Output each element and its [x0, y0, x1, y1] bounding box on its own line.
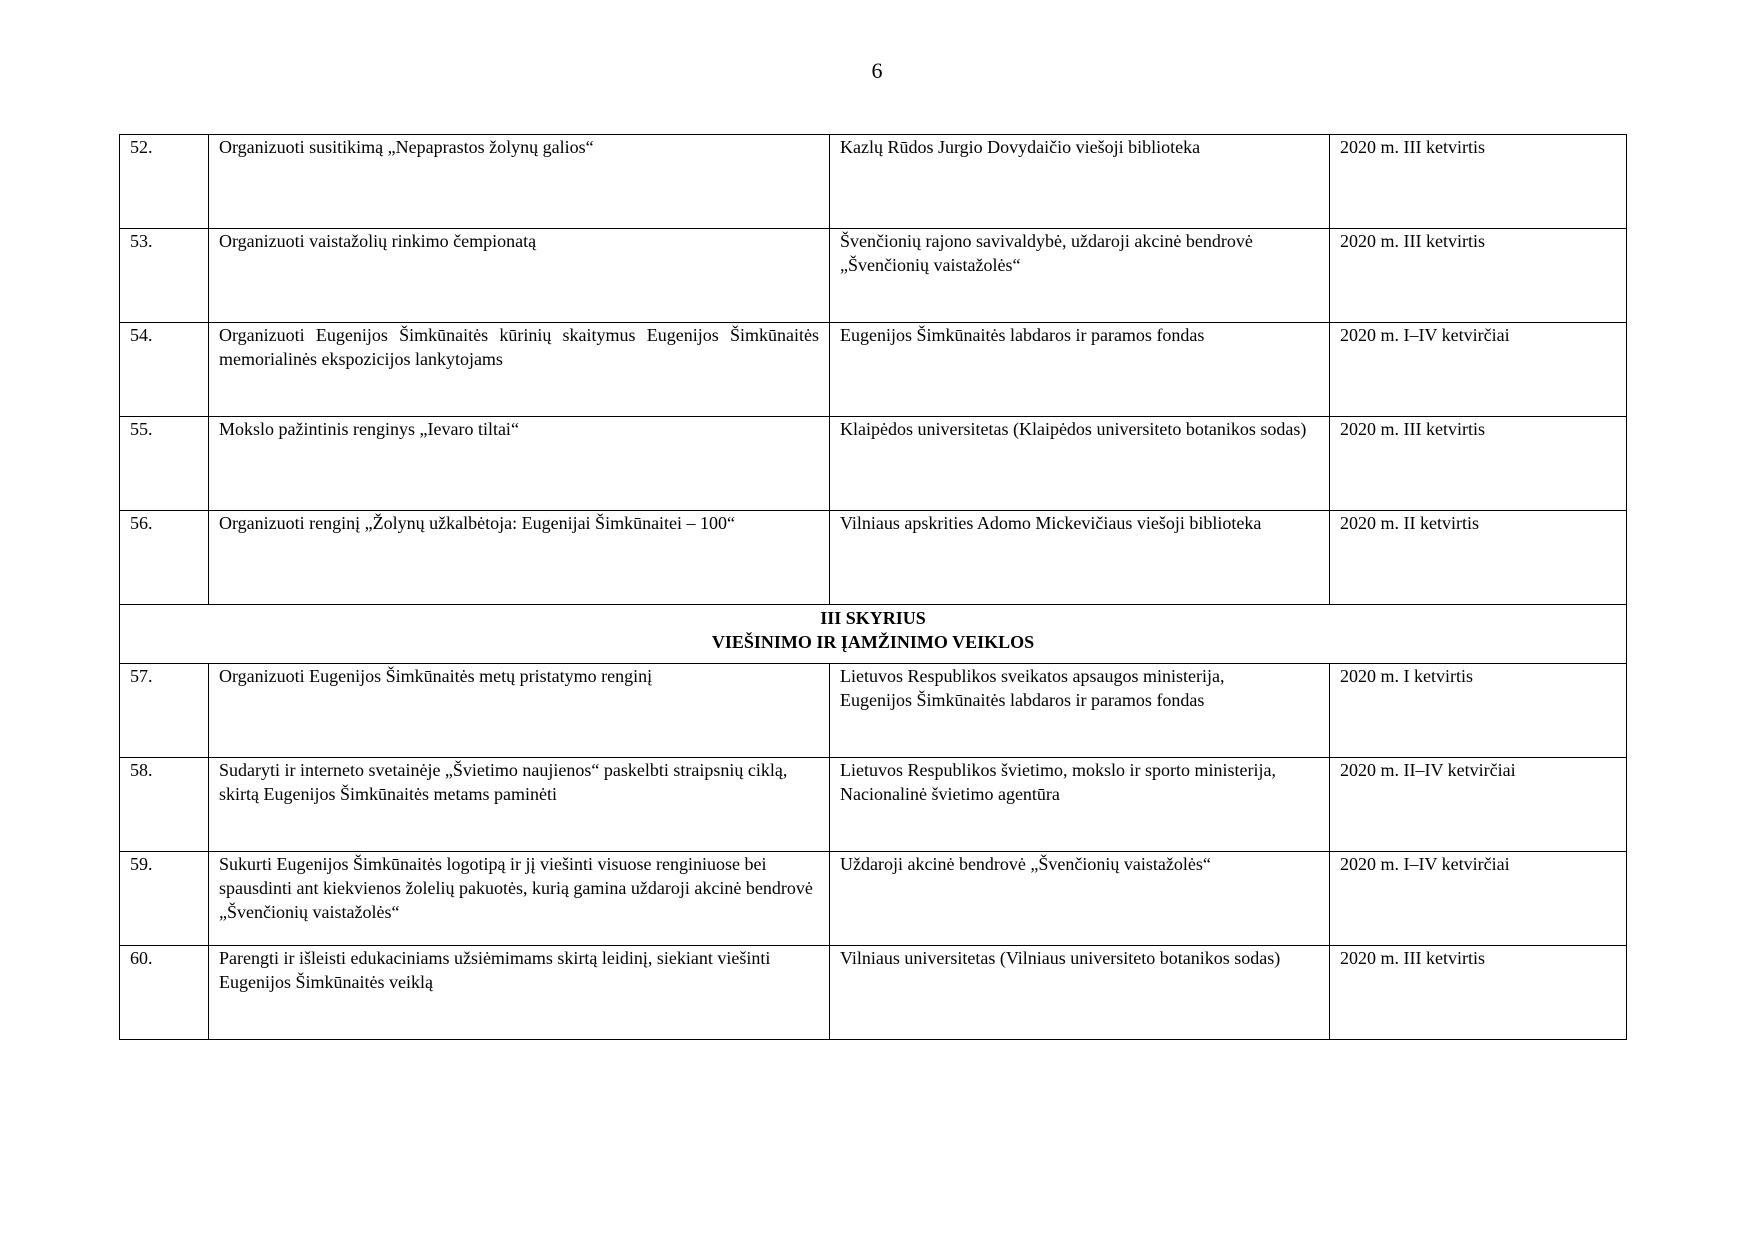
row-number: 53. [120, 229, 209, 323]
section-title: VIEŠINIMO IR ĮAMŽINIMO VEIKLOS [711, 632, 1035, 652]
executor-cell: Kazlų Rūdos Jurgio Dovydaičio viešoji biblioteka [830, 135, 1330, 229]
term-cell: 2020 m. II–IV ketvirčiai [1330, 758, 1627, 852]
action-plan-table [119, 134, 1627, 1040]
table-row [120, 511, 1627, 605]
executor-cell [830, 758, 1330, 852]
section-chapter: III SKYRIUS [820, 608, 926, 628]
table-row [120, 229, 1627, 323]
executor-line: Lietuvos Respublikos švietimo, mokslo ir sporto ministerija, [840, 760, 1276, 780]
row-number: 56. [120, 511, 209, 605]
term-cell: 2020 m. I–IV ketvirčiai [1330, 323, 1627, 417]
term-cell: 2020 m. I–IV ketvirčiai [1330, 852, 1627, 946]
row-number: 52. [120, 135, 209, 229]
table-row [120, 758, 1627, 852]
executor-cell: Švenčionių rajono savivaldybė, uždaroji akcinė bendrovė „Švenčionių vaistažolės“ [830, 229, 1330, 323]
section-header-row [120, 605, 1627, 664]
executor-cell: Eugenijos Šimkūnaitės labdaros ir paramos fondas [830, 323, 1330, 417]
executor-line: Lietuvos Respublikos sveikatos apsaugos ministerija, [840, 666, 1225, 686]
row-number: 59. [120, 852, 209, 946]
activity-cell: Sukurti Eugenijos Šimkūnaitės logotipą ir jį viešinti visuose renginiuose bei spausdinti ant kiekvienos žolelių pakuotės, kurią gamina uždaroji akcinė bendrovė „Švenčionių vaistažolės“ [209, 852, 830, 946]
executor-line: Uždaroji akcinė bendrovė „Švenčionių vaistažolės“ [840, 854, 1211, 874]
row-number: 55. [120, 417, 209, 511]
executor-line: Nacionalinė švietimo agentūra [840, 784, 1060, 804]
activity-cell: Mokslo pažintinis renginys „Ievaro tiltai“ [209, 417, 830, 511]
section-header-cell [120, 605, 1627, 664]
term-cell: 2020 m. I ketvirtis [1330, 664, 1627, 758]
activity-cell: Sudaryti ir interneto svetainėje „Švietimo naujienos“ paskelbti straipsnių ciklą, skirtą Eugenijos Šimkūnaitės metams paminėti [209, 758, 830, 852]
executor-cell [830, 664, 1330, 758]
activity-cell: Organizuoti Eugenijos Šimkūnaitės kūrinių skaitymus Eugenijos Šimkūnaitės memorialinės ekspozicijos lankytojams [209, 323, 830, 417]
row-number: 60. [120, 946, 209, 1040]
table-row [120, 664, 1627, 758]
row-number: 58. [120, 758, 209, 852]
term-cell: 2020 m. III ketvirtis [1330, 229, 1627, 323]
term-cell: 2020 m. III ketvirtis [1330, 135, 1627, 229]
activity-cell: Organizuoti susitikimą „Nepaprastos žolynų galios“ [209, 135, 830, 229]
executor-cell: Klaipėdos universitetas (Klaipėdos universiteto botanikos sodas) [830, 417, 1330, 511]
table-row [120, 417, 1627, 511]
row-number: 57. [120, 664, 209, 758]
executor-cell [830, 852, 1330, 946]
term-cell: 2020 m. III ketvirtis [1330, 417, 1627, 511]
table-row [120, 135, 1627, 229]
activity-cell: Parengti ir išleisti edukaciniams užsiėmimams skirtą leidinį, siekiant viešinti Eugenijos Šimkūnaitės veiklą [209, 946, 830, 1040]
executor-cell [830, 946, 1330, 1040]
executor-line: Eugenijos Šimkūnaitės labdaros ir paramos fondas [840, 690, 1205, 710]
page-number: 6 [871, 58, 883, 83]
activity-cell: Organizuoti Eugenijos Šimkūnaitės metų pristatymo renginį [209, 664, 830, 758]
activity-cell: Organizuoti vaistažolių rinkimo čempionatą [209, 229, 830, 323]
executor-line: Vilniaus universitetas (Vilniaus universiteto botanikos sodas) [840, 948, 1281, 968]
table-row [120, 323, 1627, 417]
term-cell: 2020 m. II ketvirtis [1330, 511, 1627, 605]
activity-cell: Organizuoti renginį „Žolynų užkalbėtoja: Eugenijai Šimkūnaitei – 100“ [209, 511, 830, 605]
term-cell: 2020 m. III ketvirtis [1330, 946, 1627, 1040]
table-row [120, 946, 1627, 1040]
row-number: 54. [120, 323, 209, 417]
executor-cell: Vilniaus apskrities Adomo Mickevičiaus viešoji biblioteka [830, 511, 1330, 605]
table-row [120, 852, 1627, 946]
